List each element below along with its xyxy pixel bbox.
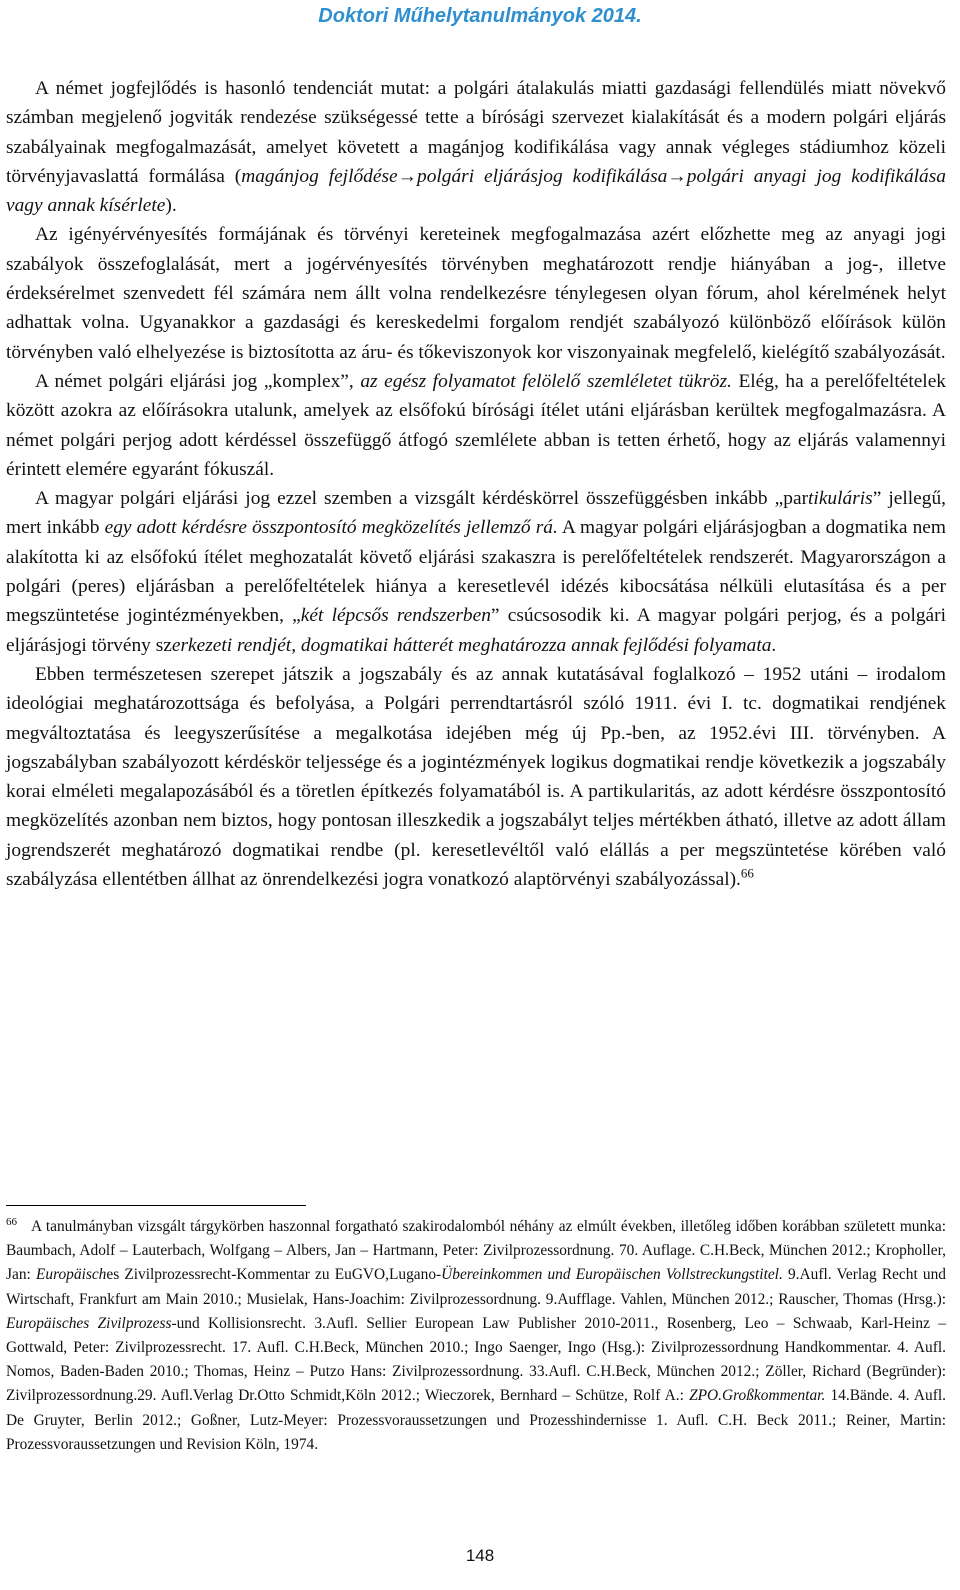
paragraph: Ebben természetesen szerepet játszik a jogszabály és az annak kutatásával foglalkozó – 1952 utáni – irodalom ideológiai meghatározottsága és befolyása, a Polgári perrendtartásról szóló 1911. évi I. tc. dogmatikai rendjének megváltoztatása és leegyszerűsítése a megalkotása idejében még új Pp.-ben, az 1952.évi III. törvényben. A jogszabályban szabályozott kérdéskör teljessége és a jogintézmények logikus dogmatikai rendje következik a jogszabály korai elméleti megalapozásából és a töretlen építkezés folyamatából is. A partikularitás, az adott kérdésre összpontosító megközelítés azonban nem biztos, hogy pontosan illeszkedik a jogszabályt teljes mértékben átható, illetve az adott állam jogrendszerét meghatározó dogmatikai rendbe (pl. keresetlevéltől való elállás a per megszüntetése körében való szabályzása ellentétben állhat az önrendelkezési jogra vonatkozó alaptörvényi szabályozással).$^{66}$ xyxy=(6,663,946,891)
footnote-number: 66 xyxy=(6,1215,17,1228)
paragraph: Az igényérvényesítés formájának és törvényi kereteinek megfogalmazása azért előzhette meg az anyagi jogi szabályok összefoglalását, mert a jogérvényesítés törvényben meghatározott rendje hiányában a jog-, illetve érdeksérelmet szenvedett fél számára nem állt volna rendelkezésre ténylegesen olyan fórum, ahol kérelmének helyt adhattak volna. Ugyanakkor a gazdasági és kereskedelmi forgalom rendjét szabályozó különböző előírások külön törvényben való elhelyezése is biztosította az áru- és tőkeviszonyok kor viszonyainak megfelelő, kielégítő szabályozását. xyxy=(6,224,946,363)
footnote-divider xyxy=(6,1205,306,1206)
main-text xyxy=(6,74,946,894)
paragraph: A német jogfejlődés is hasonló tendenciát mutat: a polgári átalakulás miatti gazdasági fellendülés miatt növekvő számban megjelenő jogviták rendezése szükségessé tette a bírósági szervezet kialakítását és a modern polgári eljárás szabályainak megfogalmazását, amelyet követett a magánjog kodifikálása vagy annak végleges stádiumhoz közeli törvényjavaslattá formálása (magánjog fejlődése→polgári eljárásjog kodifikálása→polgári anyagi jog kodifikálása vagy annak kísérlete). xyxy=(6,78,946,217)
footnote-reference[interactable]: 66 xyxy=(740,865,754,881)
paragraph: A német polgári eljárási jog „komplex”, az egész folyamatot felölelő szemléletet tükröz. Elég, ha a perelőfeltételek között azokra az előírásokra utalunk, amelyek az elsőfokú bírósági ítélet utáni eljárásban kerültek megfogalmazásra. A német polgári perjog adott kérdéssel összefüggő átfogó szemlélete abban is tetten érhető, hogy az eljárás valamennyi érintett elemére egyaránt fókuszál. xyxy=(6,370,946,480)
paragraph: A magyar polgári eljárási jog ezzel szemben a vizsgált kérdéskörrel összefüggésben inkább „partikuláris” jellegű, mert inkább egy adott kérdésre összpontosító megközelítés jellemző rá. A magyar polgári eljárásjogban a dogmatika nem alakította ki az elsőfokú ítélet meghozatalát követő eljárási szakaszra is perelőfeltételek rendszerét. Magyarországon a polgári (peres) eljárásban a perelőfeltételek hiánya a keresetlevél idézés kibocsátása nélküli elutasítása és a per megszüntetése jogintézményekben, „két lépcsős rendszerben” csúcsosodik ki. A magyar polgári perjog, és a polgári eljárásjogi törvény szerkezeti rendjét, dogmatikai hátterét meghatározza annak fejlődési folyamata. xyxy=(6,488,946,656)
page-number: 148 xyxy=(465,1546,495,1565)
running-header: Doktori Műhelytanulmányok 2014. xyxy=(318,5,642,27)
footnote: $^{66}$ A tanulmányban vizsgált tárgykörben haszonnal forgatható szakirodalomból néhány az elmúlt években, illetőleg időben korábban született munka: Baumbach, Adolf – Lauterbach, Wolfgang – Albers, Jan – Hartmann, Peter: Zivilprozessordnung. 70. Auflage. C.H.Beck, München 2012.; Kropholler, Jan: Europäisches Zivilprozessrecht-Kommentar zu EuGVO,Lugano-Übereinkommen und Europäischen Vollstreckungstitel. 9.Aufl. Verlag Recht und Wirtschaft, Frankfurt am Main 2010.; Musielak, Hans-Joachim: Zivilprozessordnung. 9.Aufflage. Vahlen, München 2012.; Rauscher, Thomas (Hrsg.): Europäisches Zivilprozess-und Kollisionsrecht. 3.Aufl. Sellier European Law Publisher 2010-2011., Rosenberg, Leo – Schwaab, Karl-Heinz – Gottwald, Peter: Zivilprozessrecht. 17. Aufl. C.H.Beck, München 2010.; Ingo Saenger, Ingo (Hsg.): Zivilprozessordnung Handkommentar. 4. Aufl. Nomos, Baden-Baden 2010.; Thomas, Heinz – Putzo Hans: Zivilprozessordnung. 33.Aufl. C.H.Beck, München 2012.; Zöller, Richard (Begründer): Zivilprozessordnung.29. Aufl.Verlag Dr.Otto Schmidt,Köln 2012.; Wieczorek, Bernhard – Schütze, Rolf A.: ZPO.Großkommentar. 14.Bände. 4. Aufl. De Gruyter, Berlin 2012.; Goßner, Lutz-Meyer: Prozessvoraussetzungen und Prozesshindernisse 1. Aufl. C.H. Beck 2011.; Reiner, Martin: Prozessvoraussetzungen und Revision Köln, 1974. xyxy=(6,1215,946,1453)
